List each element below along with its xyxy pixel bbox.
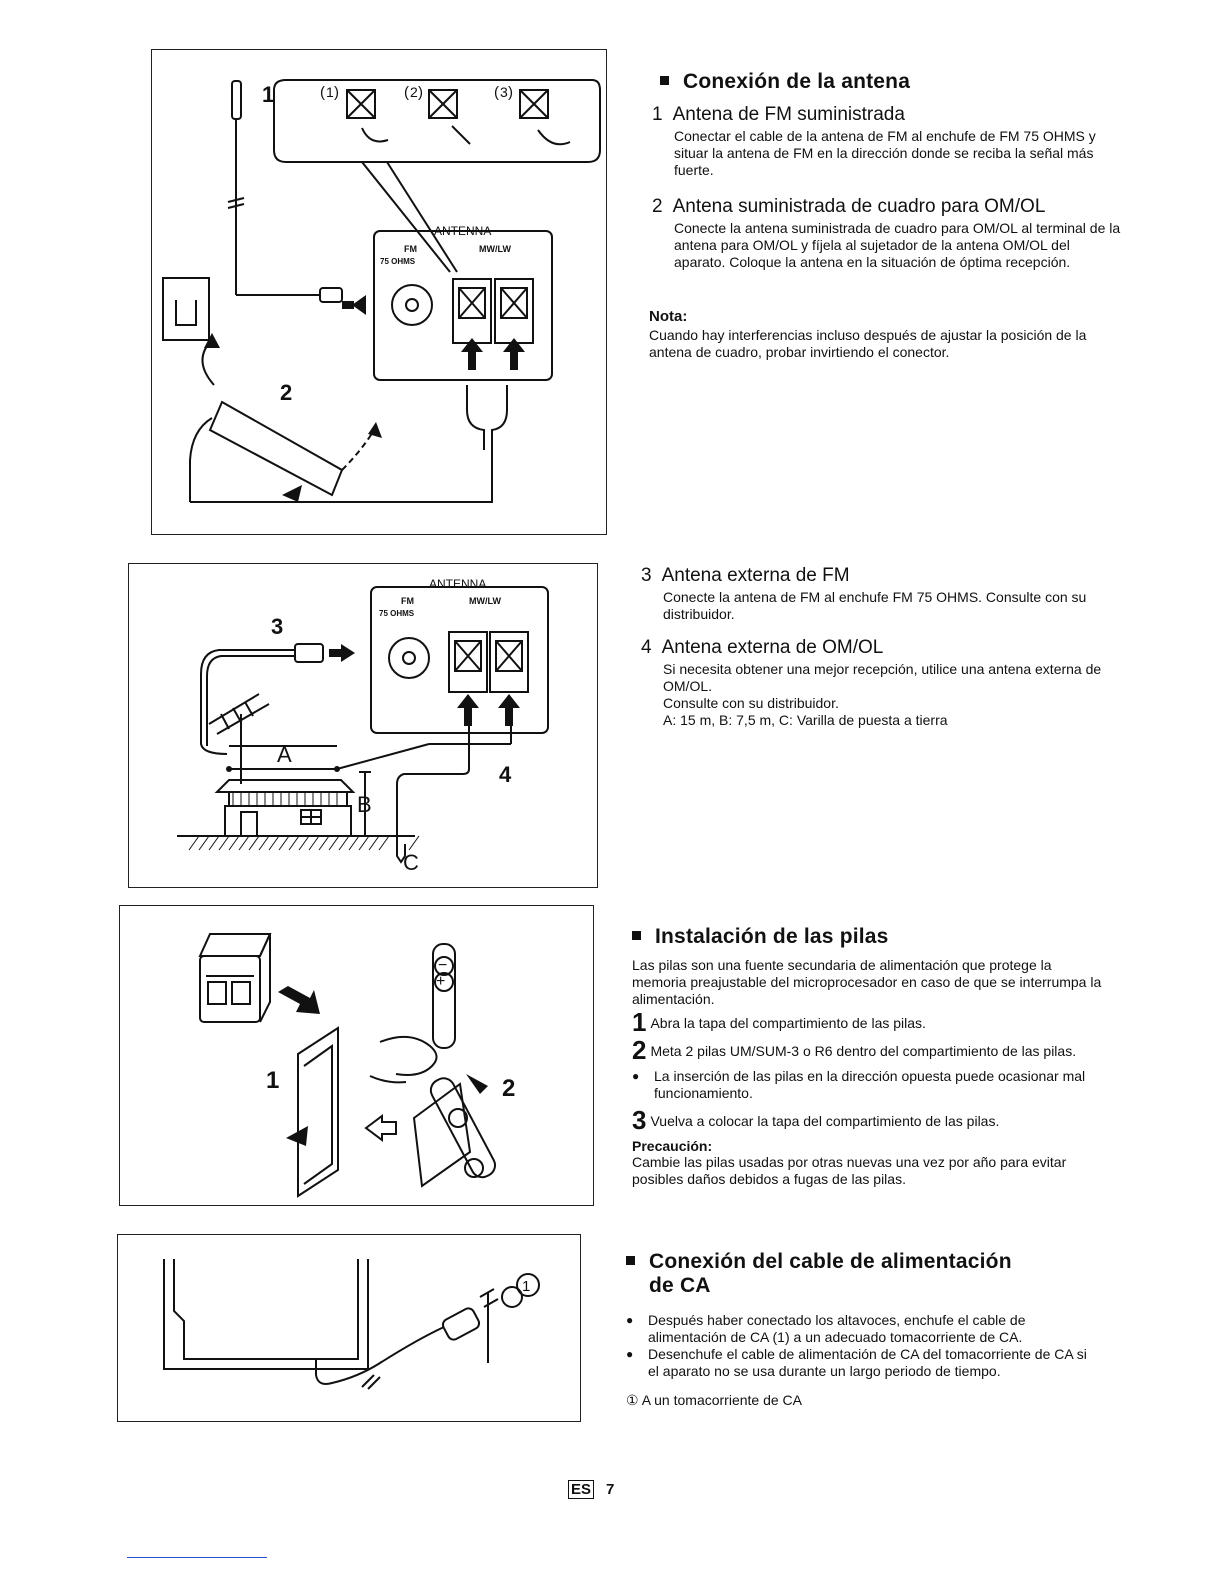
svg-text:): ) <box>334 84 339 101</box>
fig4-callout-1: 1 <box>522 1278 531 1295</box>
page-footer <box>568 1481 614 1498</box>
bullet-dot-icon: ● <box>626 1313 634 1327</box>
battery-warning: ● La inserción de las pilas en la dirección opuesta puede ocasionar mal funcionamiento. <box>632 1068 1086 1101</box>
section-title-antenna: Conexión de la antena <box>660 70 1120 94</box>
antenna-item-3-text: Conecte la antena de FM al enchufe FM 75 OHMS. Consulte con su distribuidor. <box>663 589 1087 622</box>
section-title-batteries: Instalación de las pilas <box>632 925 1102 949</box>
svg-text:MW/LW: MW/LW <box>469 596 501 606</box>
section-antenna <box>660 70 1120 94</box>
svg-text:(: ( <box>494 84 499 101</box>
figure-antenna-external <box>128 563 598 888</box>
language-badge: ES <box>568 1480 594 1499</box>
bullet-dot-icon: ● <box>626 1347 634 1361</box>
fig2-label-b: B <box>357 792 372 817</box>
svg-text:(: ( <box>404 84 409 101</box>
fm-wire-antenna-tip <box>232 81 241 119</box>
unit-outline <box>164 1259 368 1369</box>
fig3-step-1: 1 <box>266 1067 280 1094</box>
svg-text:(: ( <box>320 84 325 101</box>
antenna-item-3: 3 Antena externa de FM Conecte la antena de FM al enchufe FM 75 OHMS. Consulte con su distribuidor. <box>641 565 1111 623</box>
svg-text:+: + <box>436 973 446 990</box>
ac-bullet-1: ● Después haber conectado los altavoces, enchufe el cable de alimentación de CA (1) a un adecuado tomacorriente de CA. <box>626 1312 1026 1345</box>
fig1-step-1: 1 <box>262 82 275 107</box>
ac-footnote: ① A un tomacorriente de CA <box>626 1392 802 1408</box>
section-ac <box>626 1250 1096 1409</box>
figure-ac-cord <box>117 1234 581 1422</box>
svg-text:75 OHMS: 75 OHMS <box>379 609 415 618</box>
antenna-item-1: 1 Antena de FM suministrada Conectar el cable de la antena de FM al enchufe de FM 75 OHMS y situar la antena de FM en la dirección donde se reciba la señal más fuerte. <box>652 104 1122 179</box>
antenna-item-4: 4 Antena externa de OM/OL Si necesita obtener una mejor recepción, utilice una antena externa de OM/OL. Consulte con su distribuidor. A: 15 m, B: 7,5 m, C: Varilla de puesta a tierra <box>641 637 1111 729</box>
bullet-square-icon <box>632 931 641 940</box>
bullet-dot-icon: ● <box>632 1069 640 1083</box>
svg-text:−: − <box>438 957 448 974</box>
antenna-item-1-text: Conectar el cable de la antena de FM al enchufe de FM 75 OHMS y situar la antena de FM en la dirección donde se reciba la señal más fuerte. <box>674 128 1096 178</box>
section-batteries <box>632 925 1102 1188</box>
battery-step-1: 1 Abra la tapa del compartimiento de las pilas. <box>632 1007 926 1037</box>
ac-bullet-2: ● Desenchufe el cable de alimentación de CA del tomacorriente de CA si el aparato no se usa durante un largo periodo de tiempo. <box>626 1346 1087 1379</box>
svg-text:2: 2 <box>410 84 418 100</box>
batteries-intro: Las pilas son una fuente secundaria de alimentación que protege la memoria preajustable del microprocesador en caso de que se interrumpa la alimentación. <box>632 957 1102 1007</box>
svg-text:FM: FM <box>401 596 414 606</box>
fig1-step-2: 2 <box>280 380 293 405</box>
svg-text:ANTENNA: ANTENNA <box>429 577 487 591</box>
battery-step-3: 3 Vuelva a colocar la tapa del compartimiento de las pilas. <box>632 1105 1000 1135</box>
svg-text:3: 3 <box>500 84 508 100</box>
caution-text: Cambie las pilas usadas por otras nuevas una vez por año para evitar posibles daños debidos a fugas de las pilas. <box>632 1154 1067 1187</box>
svg-text:): ) <box>418 84 423 101</box>
antenna-item-2: 2 Antena suministrada de cuadro para OM/OL Conecte la antena suministrada de cuadro para OM/OL al terminal de la antena para OM/OL y fíjela al sujetador de la antena OM/OL del aparato. Coloque la antena en la situación de óptima recepción. <box>652 196 1121 270</box>
antenna-item-4-text2: Consulte con su distribuidor. <box>663 695 839 711</box>
svg-text:): ) <box>508 84 513 101</box>
fig3-step-2: 2 <box>502 1075 516 1102</box>
ac-cord <box>316 1327 444 1384</box>
svg-text:1: 1 <box>326 84 334 100</box>
bullet-square-icon <box>626 1256 635 1265</box>
antenna-supplied-illustration <box>152 50 606 534</box>
note-label: Nota: <box>649 308 688 325</box>
footer-rule <box>127 1557 267 1558</box>
battery-step-2: 2 Meta 2 pilas UM/SUM-3 o R6 dentro del compartimiento de las pilas. <box>632 1035 1077 1065</box>
page-number: 7 <box>606 1481 615 1498</box>
antenna-external-illustration <box>129 564 597 887</box>
figure-batteries <box>119 905 594 1206</box>
fig2-step-4: 4 <box>499 762 512 787</box>
antenna-item-4-text3: A: 15 m, B: 7,5 m, C: Varilla de puesta a tierra <box>663 712 948 728</box>
note-text: Cuando hay interferencias incluso después de ajustar la posición de la antena de cuadro, probar invirtiendo el conector. <box>649 327 1087 360</box>
caution-label: Precaución: <box>632 1138 713 1154</box>
ac-plug <box>441 1306 481 1341</box>
svg-text:FM: FM <box>404 244 417 254</box>
batteries-illustration <box>120 906 593 1205</box>
svg-text:MW/LW: MW/LW <box>479 244 511 254</box>
figure-antenna-supplied <box>151 49 607 535</box>
svg-text:75 OHMS: 75 OHMS <box>380 257 416 266</box>
antenna-note <box>649 308 1117 361</box>
antenna-item-4-text: Si necesita obtener una mejor recepción, utilice una antena externa de OM/OL. <box>663 661 1102 694</box>
ac-cord-illustration <box>118 1235 580 1421</box>
bullet-square-icon <box>660 76 669 85</box>
fig2-step-3: 3 <box>271 614 284 639</box>
direction-arrow <box>278 986 320 1014</box>
loop-antenna <box>210 402 342 495</box>
fig2-label-a: A <box>277 742 292 767</box>
section-title-ac: Conexión del cable de alimentación de CA <box>626 1250 1096 1298</box>
antenna-item-2-text: Conecte la antena suministrada de cuadro para OM/OL al terminal de la antena para OM/OL y fíjela al sujetador de la antena OM/OL del aparato. Coloque la antena en la situación de óptima recepción. <box>674 220 1121 270</box>
svg-text:ANTENNA: ANTENNA <box>434 224 492 238</box>
antenna-terminal-panel <box>374 231 552 380</box>
fig2-label-c: C <box>403 850 419 875</box>
